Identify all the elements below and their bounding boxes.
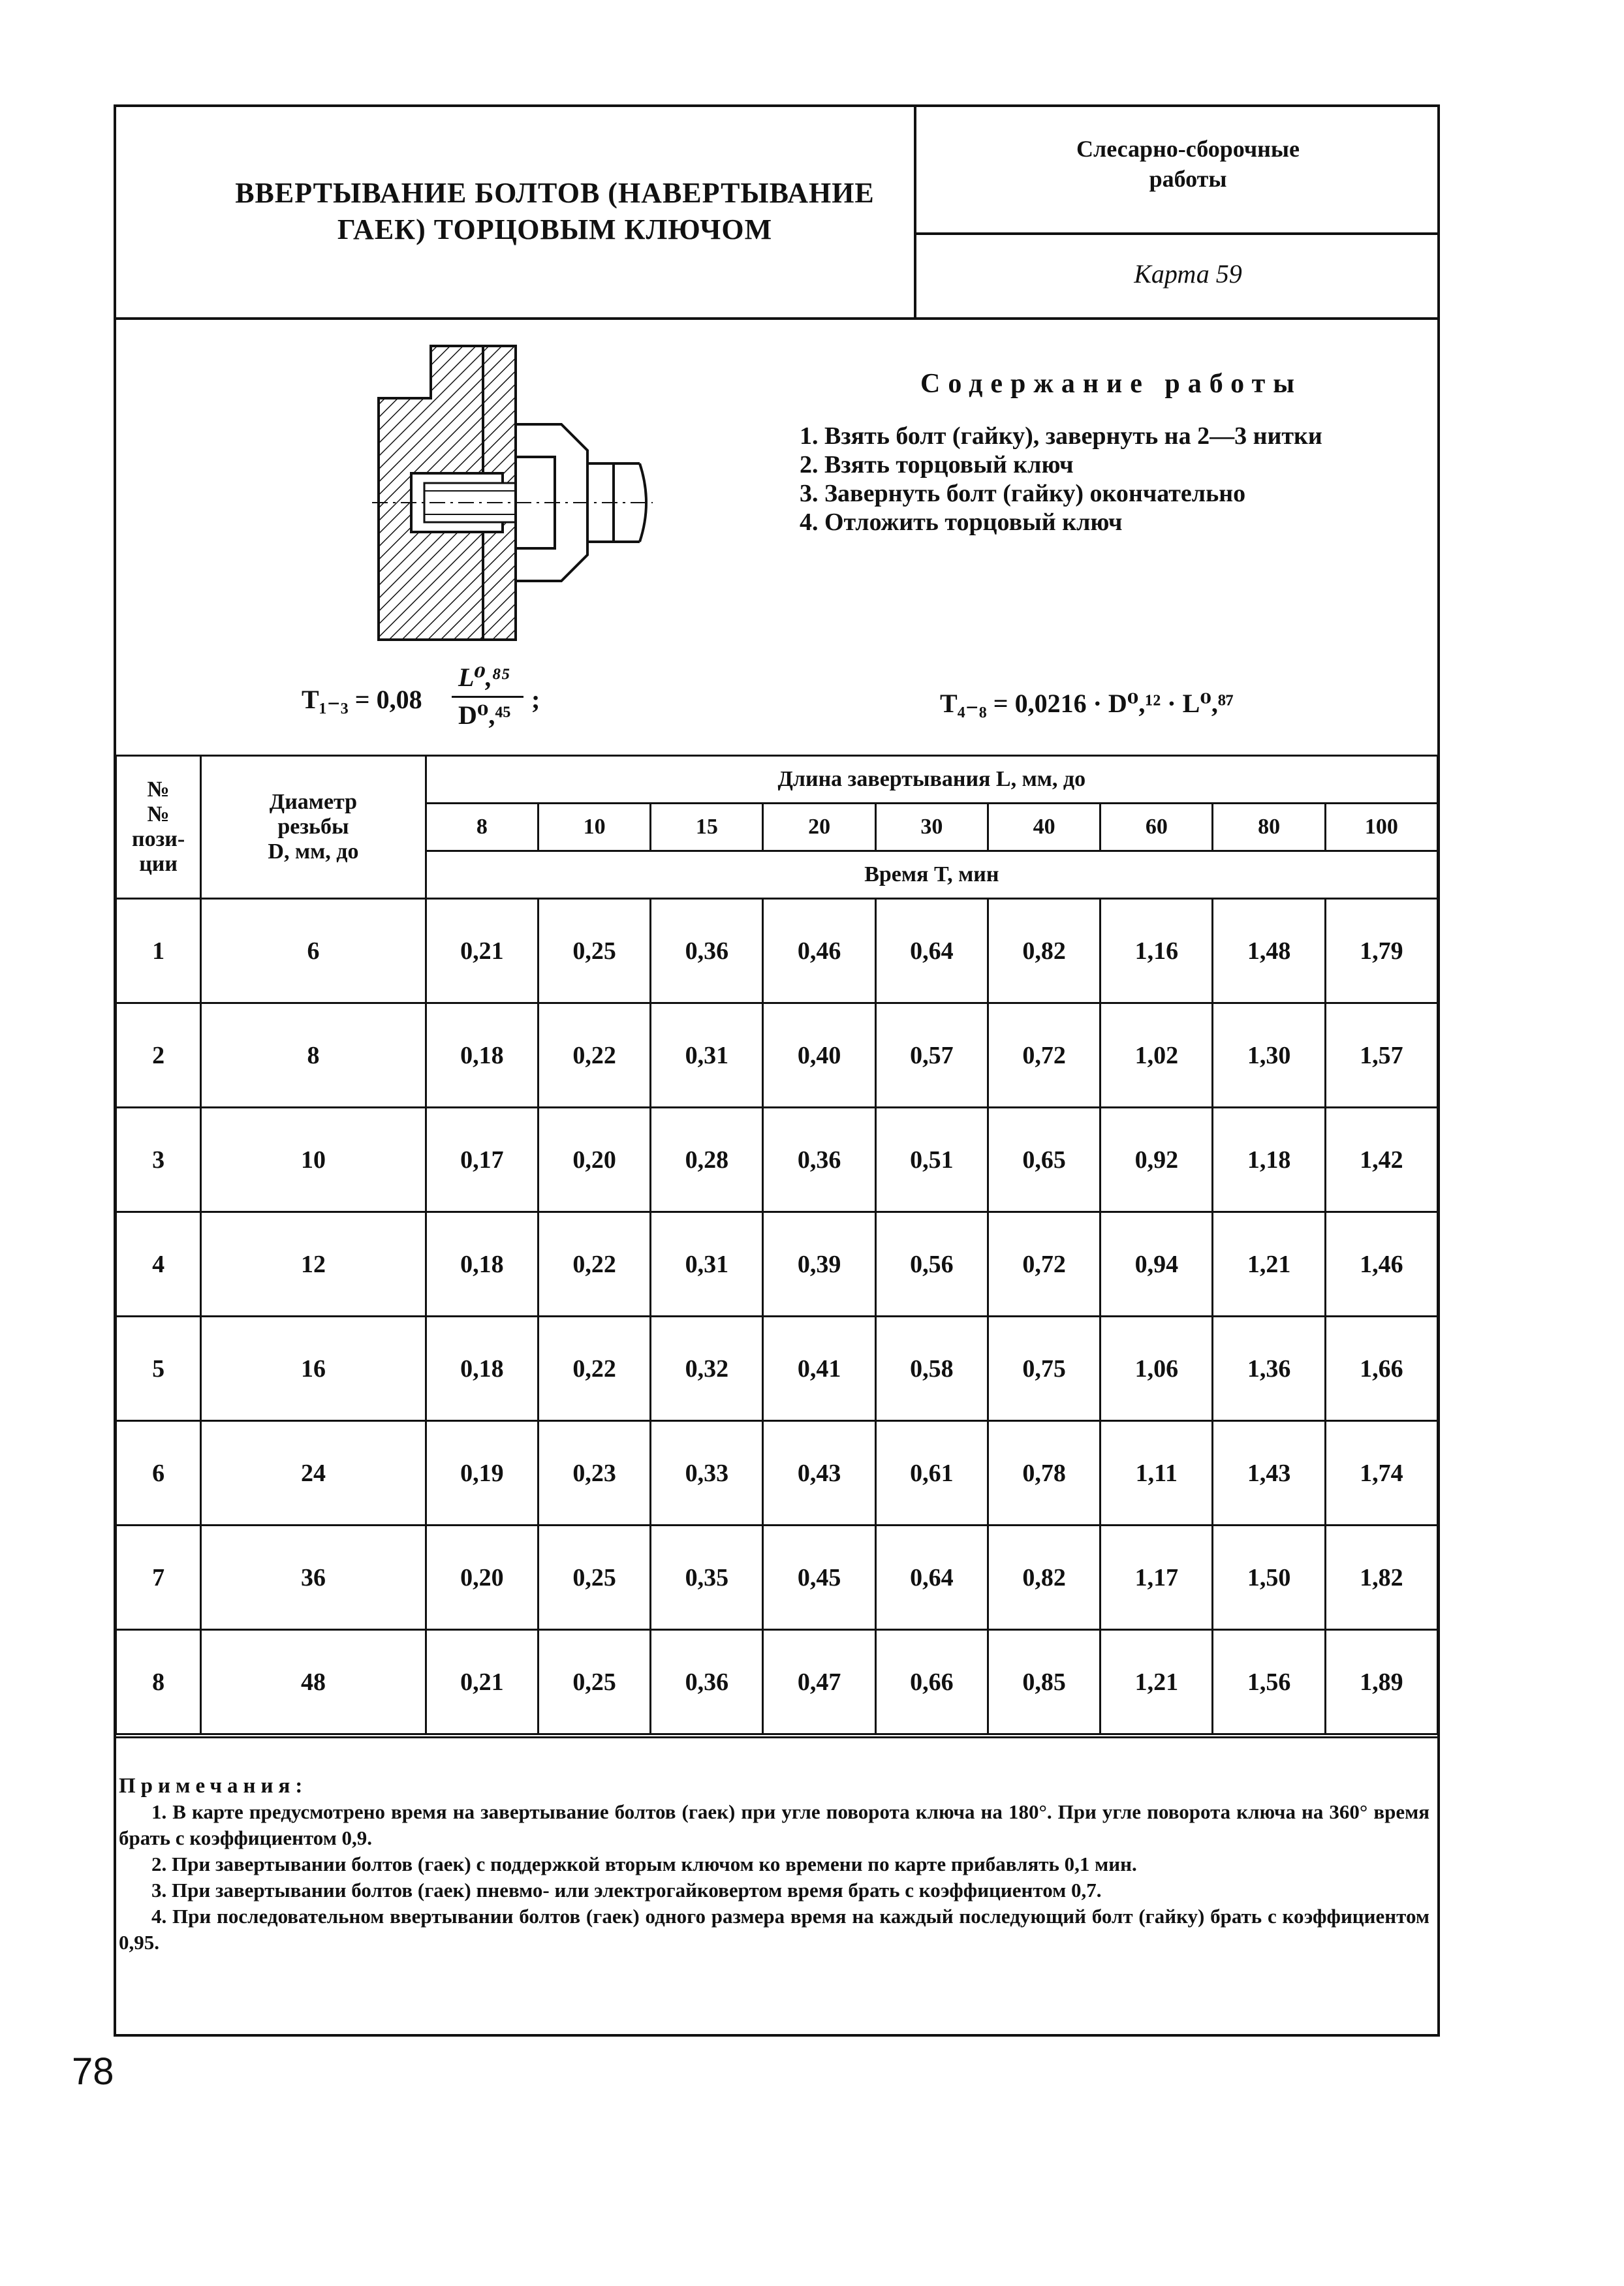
- work-type-line-2: работы: [1149, 166, 1227, 192]
- time-value: 0,18: [426, 1317, 538, 1421]
- step-item: 3. Завернуть болт (гайку) окончательно: [800, 480, 1246, 507]
- time-value: 0,57: [875, 1003, 988, 1108]
- time-value: 0,85: [988, 1630, 1100, 1734]
- formula-1-left: T₁₋₃ = 0,08: [302, 685, 422, 714]
- time-value: 0,47: [763, 1630, 875, 1734]
- time-norms-table: [115, 755, 1439, 1735]
- length-value: 10: [538, 804, 650, 851]
- time-value: 0,39: [763, 1212, 875, 1317]
- time-value: 0,61: [875, 1421, 988, 1526]
- time-value: 0,78: [988, 1421, 1100, 1526]
- table-bottom-line: [114, 1736, 1440, 1738]
- time-value: 0,92: [1101, 1108, 1213, 1212]
- time-value: 0,23: [538, 1421, 650, 1526]
- row-position: 1: [116, 899, 201, 1003]
- table-row: [116, 1421, 1438, 1526]
- table-row: [116, 1212, 1438, 1317]
- time-value: 0,21: [426, 1630, 538, 1734]
- header-column-divider: [914, 104, 916, 319]
- length-value: 15: [651, 804, 763, 851]
- length-header: Длина завертывания L, мм, до: [426, 756, 1437, 804]
- time-value: 0,25: [538, 1526, 650, 1630]
- formula-1-denominator: D⁰,⁴⁵: [458, 700, 511, 730]
- time-value: 0,43: [763, 1421, 875, 1526]
- page-number: 78: [72, 2050, 114, 2093]
- time-value: 1,16: [1101, 899, 1213, 1003]
- time-value: 1,82: [1325, 1526, 1437, 1630]
- time-value: 0,33: [651, 1421, 763, 1526]
- time-value: 0,58: [875, 1317, 988, 1421]
- time-value: 1,21: [1213, 1212, 1325, 1317]
- time-value: 0,25: [538, 899, 650, 1003]
- time-value: 0,46: [763, 899, 875, 1003]
- time-value: 1,17: [1101, 1526, 1213, 1630]
- time-value: 0,36: [651, 1630, 763, 1734]
- fraction-bar: [452, 696, 523, 698]
- row-position: 4: [116, 1212, 201, 1317]
- time-value: 0,51: [875, 1108, 988, 1212]
- time-value: 1,21: [1101, 1630, 1213, 1734]
- row-position: 2: [116, 1003, 201, 1108]
- row-diameter: 8: [201, 1003, 426, 1108]
- length-value: 60: [1101, 804, 1213, 851]
- time-value: 0,22: [538, 1003, 650, 1108]
- time-value: 0,82: [988, 899, 1100, 1003]
- time-value: 1,79: [1325, 899, 1437, 1003]
- time-value: 1,06: [1101, 1317, 1213, 1421]
- row-diameter: 10: [201, 1108, 426, 1212]
- time-value: 0,41: [763, 1317, 875, 1421]
- time-value: 1,66: [1325, 1317, 1437, 1421]
- table-row: [116, 899, 1438, 1003]
- col-header-position-label: № пози-ции: [132, 802, 185, 876]
- table-row: [116, 1526, 1438, 1630]
- note-item: 4. При последовательном ввертывании болтов (гаек) одного размера время на каждый последующий болт (гайку) брать с коэффициентом 0,95.: [119, 1905, 1429, 1954]
- table-body: [116, 899, 1438, 1734]
- time-value: 0,56: [875, 1212, 988, 1317]
- time-value: 0,19: [426, 1421, 538, 1526]
- time-value: 1,43: [1213, 1421, 1325, 1526]
- time-value: 0,22: [538, 1212, 650, 1317]
- time-value: 0,64: [875, 899, 988, 1003]
- row-position: 5: [116, 1317, 201, 1421]
- length-value: 20: [763, 804, 875, 851]
- note-item: 2. При завертывании болтов (гаек) с поддержкой вторым ключом ко времени по карте прибавлять 0,1 мин.: [151, 1853, 1137, 1875]
- length-value: 100: [1325, 804, 1437, 851]
- table-row: [116, 1317, 1438, 1421]
- time-value: 1,30: [1213, 1003, 1325, 1108]
- time-value: 0,18: [426, 1003, 538, 1108]
- card-number: Карта 59: [1134, 259, 1242, 289]
- formula-2: T₄₋₈ = 0,0216 · D⁰,¹² · L⁰,⁸⁷: [940, 689, 1234, 718]
- row-position: 3: [116, 1108, 201, 1212]
- row-position: 6: [116, 1421, 201, 1526]
- formula-1-numerator: L⁰,⁸⁵: [458, 663, 510, 692]
- time-value: 1,42: [1325, 1108, 1437, 1212]
- work-steps: [800, 422, 1322, 537]
- length-value: 30: [875, 804, 988, 851]
- note-item: 1. В карте предусмотрено время на завертывание болтов (гаек) при угле поворота ключа на 180°. При угле поворота ключа на 360° время брать с коэффициентом 0,9.: [119, 1800, 1429, 1849]
- time-value: 0,65: [988, 1108, 1100, 1212]
- time-value: 1,57: [1325, 1003, 1437, 1108]
- step-item: 4. Отложить торцовый ключ: [800, 509, 1123, 536]
- time-value: 0,36: [763, 1108, 875, 1212]
- time-value: 0,64: [875, 1526, 988, 1630]
- time-value: 1,56: [1213, 1630, 1325, 1734]
- row-diameter: 36: [201, 1526, 426, 1630]
- row-diameter: 16: [201, 1317, 426, 1421]
- col-header-position: № № пози-ции: [116, 756, 201, 899]
- table-row: [116, 1630, 1438, 1734]
- note-item: 3. При завертывании болтов (гаек) пневмо- или электрогайковертом время брать с коэффициентом 0,7.: [151, 1879, 1102, 1902]
- worktype-divider: [914, 232, 1440, 235]
- time-value: 1,11: [1101, 1421, 1213, 1526]
- length-value: 8: [426, 804, 538, 851]
- time-value: 1,74: [1325, 1421, 1437, 1526]
- time-value: 0,40: [763, 1003, 875, 1108]
- time-value: 0,72: [988, 1212, 1100, 1317]
- time-value: 1,36: [1213, 1317, 1325, 1421]
- header-divider: [114, 317, 1440, 320]
- time-value: 0,66: [875, 1630, 988, 1734]
- time-value: 0,22: [538, 1317, 650, 1421]
- table-row: [116, 1003, 1438, 1108]
- card-title: [196, 175, 914, 248]
- step-item: 2. Взять торцовый ключ: [800, 451, 1074, 478]
- time-value: 1,18: [1213, 1108, 1325, 1212]
- time-value: 0,28: [651, 1108, 763, 1212]
- bolt-wrench-drawing: [366, 339, 666, 646]
- row-diameter: 12: [201, 1212, 426, 1317]
- time-header: Время T, мин: [426, 851, 1437, 899]
- notes-heading: Примечания:: [119, 1774, 308, 1798]
- time-value: 0,17: [426, 1108, 538, 1212]
- notes: [119, 1773, 1429, 1956]
- length-value: 80: [1213, 804, 1325, 851]
- time-value: 0,21: [426, 899, 538, 1003]
- time-value: 0,94: [1101, 1212, 1213, 1317]
- row-position: 7: [116, 1526, 201, 1630]
- time-value: 1,02: [1101, 1003, 1213, 1108]
- time-value: 1,89: [1325, 1630, 1437, 1734]
- time-value: 1,50: [1213, 1526, 1325, 1630]
- work-type: [940, 134, 1436, 194]
- col-header-diameter: Диаметр резьбы D, мм, до: [201, 756, 426, 899]
- time-value: 0,31: [651, 1003, 763, 1108]
- time-value: 0,45: [763, 1526, 875, 1630]
- length-value: 40: [988, 804, 1100, 851]
- title-line-2: ГАЕК) ТОРЦОВЫМ КЛЮЧОМ: [337, 213, 773, 245]
- time-value: 0,35: [651, 1526, 763, 1630]
- row-position: 8: [116, 1630, 201, 1734]
- time-value: 1,48: [1213, 899, 1325, 1003]
- title-line-1: ВВЕРТЫВАНИЕ БОЛТОВ (НАВЕРТЫВАНИЕ: [235, 177, 875, 209]
- time-value: 0,36: [651, 899, 763, 1003]
- time-value: 0,20: [426, 1526, 538, 1630]
- time-value: 1,46: [1325, 1212, 1437, 1317]
- row-diameter: 24: [201, 1421, 426, 1526]
- work-type-line-1: Слесарно-сборочные: [1076, 136, 1300, 162]
- time-value: 0,25: [538, 1630, 650, 1734]
- time-value: 0,75: [988, 1317, 1100, 1421]
- step-item: 1. Взять болт (гайку), завернуть на 2—3 нитки: [800, 422, 1322, 450]
- row-diameter: 48: [201, 1630, 426, 1734]
- time-value: 0,82: [988, 1526, 1100, 1630]
- time-value: 0,20: [538, 1108, 650, 1212]
- time-value: 0,72: [988, 1003, 1100, 1108]
- time-value: 0,32: [651, 1317, 763, 1421]
- formula-1-end: ;: [531, 685, 540, 714]
- row-diameter: 6: [201, 899, 426, 1003]
- table-row: [116, 1108, 1438, 1212]
- work-content-heading: Содержание работы: [920, 369, 1303, 399]
- time-value: 0,18: [426, 1212, 538, 1317]
- time-value: 0,31: [651, 1212, 763, 1317]
